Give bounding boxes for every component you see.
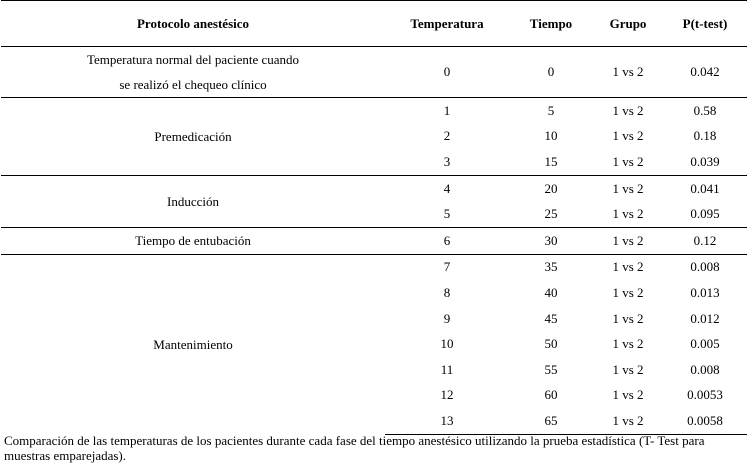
table-row [1, 227, 747, 254]
header-tiempo: Tiempo [509, 1, 593, 47]
table-body [1, 47, 747, 435]
table-row [1, 175, 747, 201]
header-temperatura: Temperatura [385, 1, 509, 47]
phase-label [1, 98, 385, 176]
grupo-cell: 1 vs 2 [593, 227, 663, 254]
temperatura-cell: 2 [443, 128, 451, 144]
p-value-cell: 0.039 [690, 153, 720, 169]
table-row [1, 47, 747, 98]
table-row [1, 98, 747, 124]
temperatura-cell: 9 [443, 310, 451, 326]
p-value-cell: 0.18 [693, 128, 717, 144]
phase-label-line: Premedicación [154, 128, 232, 144]
header-p-value: P(t-test) [663, 1, 747, 47]
tiempo-cell: 10 [544, 128, 558, 144]
tiempo-cell: 60 [544, 387, 558, 403]
header-protocolo: Protocolo anestésico [1, 1, 385, 47]
header-grupo: Grupo [593, 1, 663, 47]
tiempo-cell: 35 [509, 254, 593, 280]
grupo-cell: 1 vs 2 [593, 47, 663, 98]
tiempo-cell: 65 [509, 408, 593, 434]
p-value-cell: 0.041 [663, 175, 747, 201]
phase-label [1, 175, 385, 227]
tiempo-cell: 15 [544, 153, 558, 169]
tiempo-cell: 30 [509, 227, 593, 254]
p-value-cell: 0.0053 [687, 387, 723, 403]
grupo-cell: 1 vs 2 [593, 175, 663, 201]
tiempo-cell: 20 [509, 175, 593, 201]
p-value-cell: 0.12 [663, 227, 747, 254]
grupo-cell: 1 vs 2 [612, 153, 644, 169]
grupo-cell: 1 vs 2 [593, 98, 663, 124]
phase-label-line: Mantenimiento [153, 336, 233, 352]
phase-label-line: Tiempo de entubación [135, 233, 251, 249]
tiempo-cell: 0 [509, 47, 593, 98]
phase-label-line: se realizó el chequeo clínico [119, 77, 267, 92]
p-value-cell: 0.012 [690, 310, 720, 326]
temperatura-cell: 7 [385, 254, 509, 280]
temperatura-cell: 10 [440, 336, 454, 352]
p-value-cell: 0.0058 [663, 408, 747, 434]
tiempo-cell: 50 [544, 336, 558, 352]
tiempo-cell: 45 [544, 310, 558, 326]
tiempo-cell: 25 [544, 206, 558, 222]
grupo-cell: 1 vs 2 [593, 254, 663, 280]
tiempo-cell: 55 [544, 361, 558, 377]
phase-label-line: Temperatura normal del paciente cuando [86, 52, 300, 67]
temperatura-cell: 13 [385, 408, 509, 434]
table-caption: Comparación de las temperaturas de los pacientes durante cada fase del tiempo anestésico utilizando la prueba estadística (T- Test para muestras emparejadas). [4, 433, 705, 463]
temperatura-cell: 11 [440, 361, 454, 377]
grupo-cell: 1 vs 2 [593, 408, 663, 434]
temperatura-cell: 4 [385, 175, 509, 201]
p-value-cell: 0.013 [690, 284, 720, 300]
temperatura-cell: 12 [440, 387, 454, 403]
p-value-cell: 0.58 [663, 98, 747, 124]
grupo-cell: 1 vs 2 [612, 284, 644, 300]
phase-label-line: Inducción [167, 193, 219, 209]
p-value-cell: 0.008 [690, 361, 720, 377]
temperatura-cell: 5 [443, 206, 451, 222]
table-row [1, 254, 747, 280]
grupo-cell: 1 vs 2 [612, 128, 644, 144]
temperatura-cell: 6 [385, 227, 509, 254]
p-value-cell: 0.095 [690, 206, 720, 222]
temperatura-cell: 0 [385, 47, 509, 98]
p-value-cell: 0.042 [663, 47, 747, 98]
header-row [1, 1, 747, 47]
p-value-cell: 0.005 [690, 336, 720, 352]
grupo-cell: 1 vs 2 [612, 310, 644, 326]
temperatura-cell: 1 [385, 98, 509, 124]
temperatura-cell: 8 [443, 284, 451, 300]
grupo-cell: 1 vs 2 [612, 206, 644, 222]
grupo-cell: 1 vs 2 [612, 387, 644, 403]
phase-label [1, 254, 385, 434]
tiempo-cell: 5 [509, 98, 593, 124]
phase-label [1, 47, 385, 98]
temperature-comparison-table [1, 0, 747, 435]
tiempo-cell: 40 [544, 284, 558, 300]
grupo-cell: 1 vs 2 [612, 336, 644, 352]
phase-label [1, 227, 385, 254]
grupo-cell: 1 vs 2 [612, 361, 644, 377]
temperatura-cell: 3 [443, 153, 451, 169]
p-value-cell: 0.008 [663, 254, 747, 280]
